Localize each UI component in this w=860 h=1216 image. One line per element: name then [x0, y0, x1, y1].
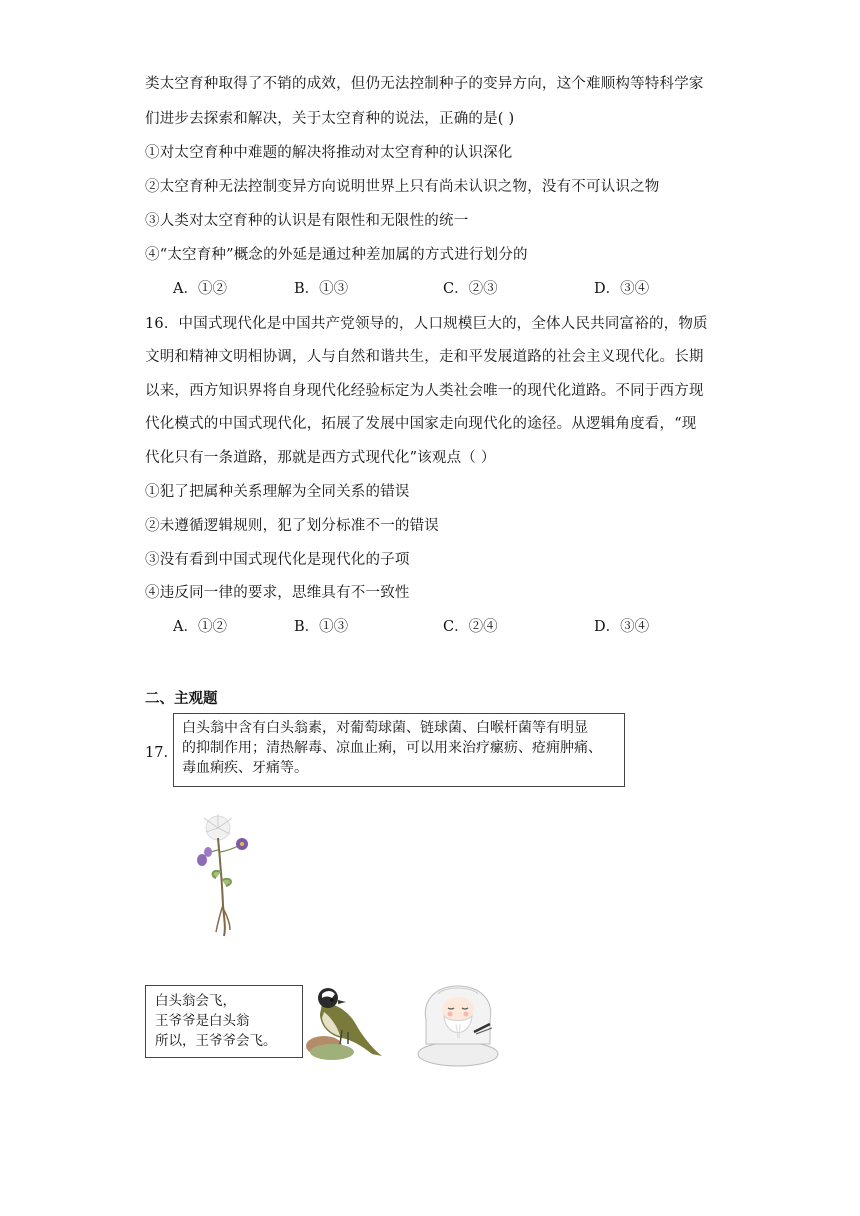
syllogism-line: 所以，王爷爷会飞。 — [155, 1033, 277, 1049]
q15-option-d[interactable]: D．③④ — [594, 281, 650, 297]
q16-statement: ④违反同一律的要求，思维具有不一致性 — [145, 585, 410, 601]
q15-text-line: 类太空育种取得了不销的成效，但仍无法控制种子的变异方向，这个难顺构等特科学家 — [145, 76, 704, 92]
q15-statement: ②太空育种无法控制变异方向说明世界上只有尚未认识之物，没有不可认识之物 — [145, 179, 660, 195]
seed-head — [204, 814, 232, 840]
q16-text-line: 代化只有一条道路，那就是西方式现代化”该观点（ ） — [145, 450, 496, 466]
pulsatilla-plant-image — [190, 810, 260, 940]
q16-statement: ②未遵循逻辑规则，犯了划分标准不一的错误 — [145, 518, 439, 534]
q15-statement: ④“太空育种”概念的外延是通过种差加属的方式进行划分的 — [145, 247, 528, 263]
q17-info-line: 毒血痢疾、牙痛等。 — [182, 760, 308, 776]
syllogism-line: 王爷爷是白头翁 — [155, 1013, 250, 1029]
q16-text-line: 文明和精神文明相协调，人与自然和谐共生，走和平发展道路的社会主义现代化。长期 — [145, 349, 704, 365]
q17-info-line: 白头翁中含有白头翁素，对葡萄球菌、链球菌、白喉杆菌等有明显 — [182, 720, 588, 736]
q17-number: 17. — [145, 745, 169, 761]
q16-statement: ③没有看到中国式现代化是现代化的子项 — [145, 552, 410, 568]
q16-statement: ①犯了把属种关系理解为全同关系的错误 — [145, 484, 410, 500]
q15-statement: ①对太空育种中难题的解决将推动对太空育种的认识深化 — [145, 145, 513, 161]
q16-option-b[interactable]: B．①③ — [294, 619, 349, 635]
syllogism-box — [145, 985, 303, 1058]
q15-statement: ③人类对太空育种的认识是有限性和无限性的统一 — [145, 213, 469, 229]
purple-flower — [204, 847, 212, 857]
q16-text-line: 以来，西方知识界将自身现代化经验标定为人类社会唯一的现代化道路。不同于西方现 — [145, 383, 704, 399]
q15-text-line: 们进步去探索和解决，关于太空育种的说法，正确的是( ) — [145, 111, 515, 127]
q16-option-c[interactable]: C．②④ — [443, 619, 498, 635]
q17-info-box — [173, 713, 625, 787]
q17-info-line: 的抑制作用；清热解毒、凉血止痢，可以用来治疗瘰疬、疮痈肿痛、 — [182, 740, 602, 756]
syllogism-line: 白头翁会飞， — [155, 993, 236, 1009]
old-man-cartoon-image — [412, 980, 504, 1070]
q15-option-b[interactable]: B．①③ — [294, 281, 349, 297]
q15-option-a[interactable]: A．①② — [173, 281, 227, 297]
bulbul-bird-image — [302, 982, 388, 1062]
q16-text-line: 16．中国式现代化是中国共产党领导的，人口规模巨大的，全体人民共同富裕的，物质 — [145, 316, 708, 332]
q16-option-a[interactable]: A．①② — [173, 619, 227, 635]
q15-option-c[interactable]: C．②③ — [443, 281, 498, 297]
q16-option-d[interactable]: D．③④ — [594, 619, 650, 635]
section-heading: 二、主观题 — [145, 691, 218, 707]
q16-text-line: 代化模式的中国式现代化，拓展了发展中国家走向现代化的途径。从逻辑角度看，“现 — [145, 416, 697, 432]
